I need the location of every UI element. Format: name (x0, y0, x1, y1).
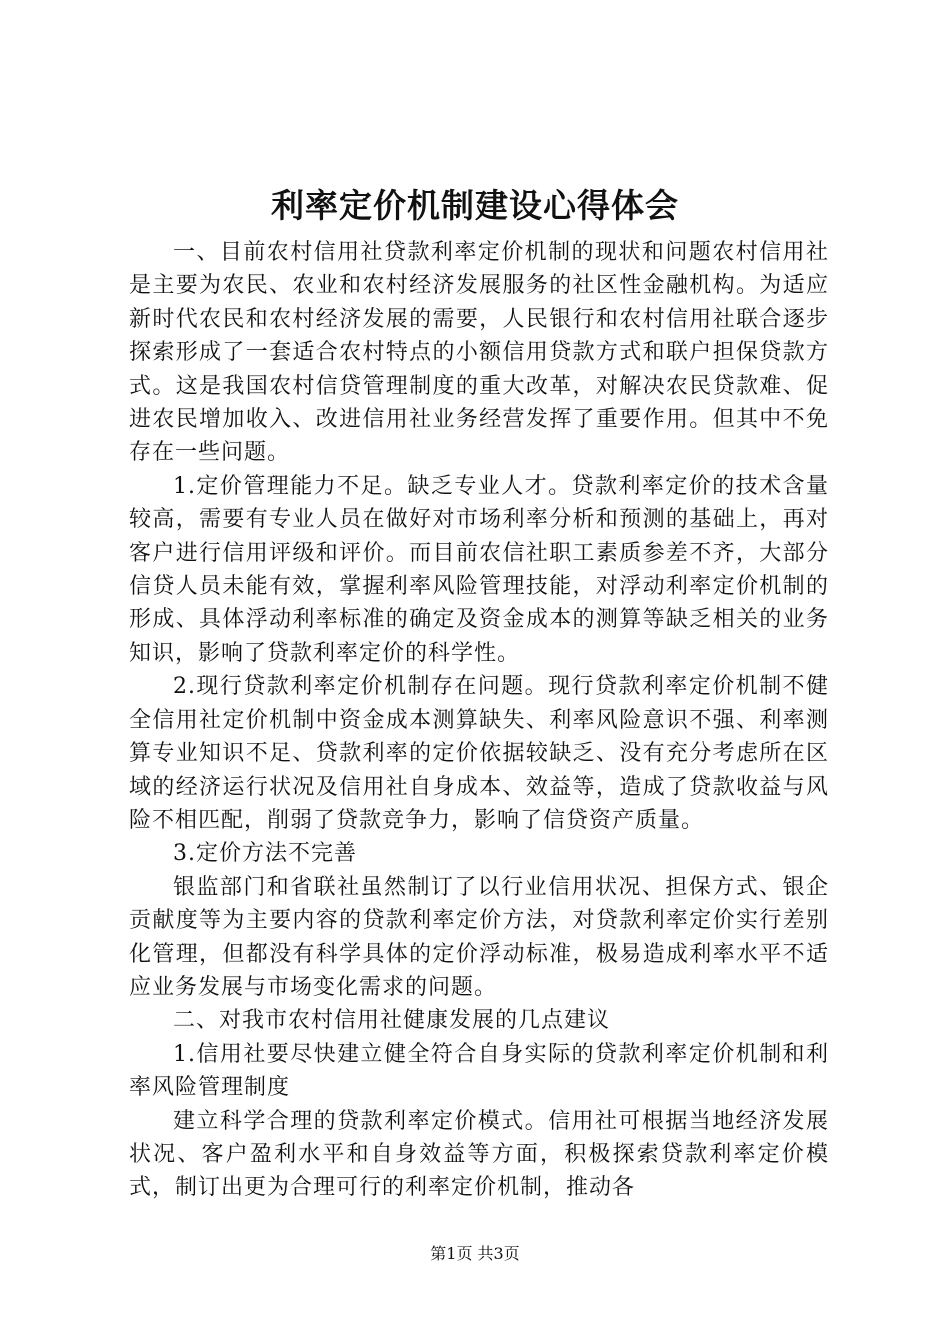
paragraph-point-2: 2.现行贷款利率定价机制存在问题。现行贷款利率定价机制不健全信用社定价机制中资金成本测算缺失、利率风险意识不强、利率测算专业知识不足、贷款利率的定价依据较缺乏、没有充分考虑所在区域的经济运行状况及信用社自身成本、效益等，造成了贷款收益与风险不相匹配，削弱了贷款竞争力，影响了信贷资产质量。 (129, 674, 829, 833)
paragraph-suggestion-1-heading: 1.信用社要尽快建立健全符合自身实际的贷款利率定价机制和利率风险管理制度 (129, 1041, 829, 1101)
page-footer: 第1页 共3页 (430, 1244, 520, 1263)
paragraph-section-2-heading: 二、对我市农村信用社健康发展的几点建议 (173, 1008, 611, 1034)
document-body (129, 236, 829, 1205)
paragraph-point-3-heading: 3.定价方法不完善 (173, 841, 357, 867)
document-title: 利率定价机制建设心得体会 (271, 186, 679, 225)
paragraph-intro: 一、目前农村信用社贷款利率定价机制的现状和问题农村信用社是主要为农民、农业和农村经济发展服务的社区性金融机构。为适应新时代农民和农村经济发展的需要，人民银行和农村信用社联合逐步探索形成了一套适合农村特点的小额信用贷款方式和联户担保贷款方式。这是我国农村信贷管理制度的重大改革，对解决农民贷款难、促进农民增加收入、改进信用社业务经营发挥了重要作用。但其中不免存在一些问题。 (129, 240, 829, 466)
paragraph-point-3-body: 银监部门和省联社虽然制订了以行业信用状况、担保方式、银企贡献度等为主要内容的贷款利率定价方法，对贷款利率定价实行差别化管理，但都没有科学具体的定价浮动标准，极易造成利率水平不适应业务发展与市场变化需求的问题。 (129, 874, 829, 1000)
paragraph-point-1: 1.定价管理能力不足。缺乏专业人才。贷款利率定价的技术含量较高，需要有专业人员在做好对市场利率分析和预测的基础上，再对客户进行信用评级和评价。而目前农信社职工素质参差不齐，大部分信贷人员未能有效，掌握利率风险管理技能，对浮动利率定价机制的形成、具体浮动利率标准的确定及资金成本的测算等缺乏相关的业务知识，影响了贷款利率定价的科学性。 (129, 473, 829, 666)
paragraph-suggestion-1-body: 建立科学合理的贷款利率定价模式。信用社可根据当地经济发展状况、客户盈利水平和自身效益等方面，积极探索贷款利率定价模式，制订出更为合理可行的利率定价机制，推动各 (129, 1108, 829, 1201)
